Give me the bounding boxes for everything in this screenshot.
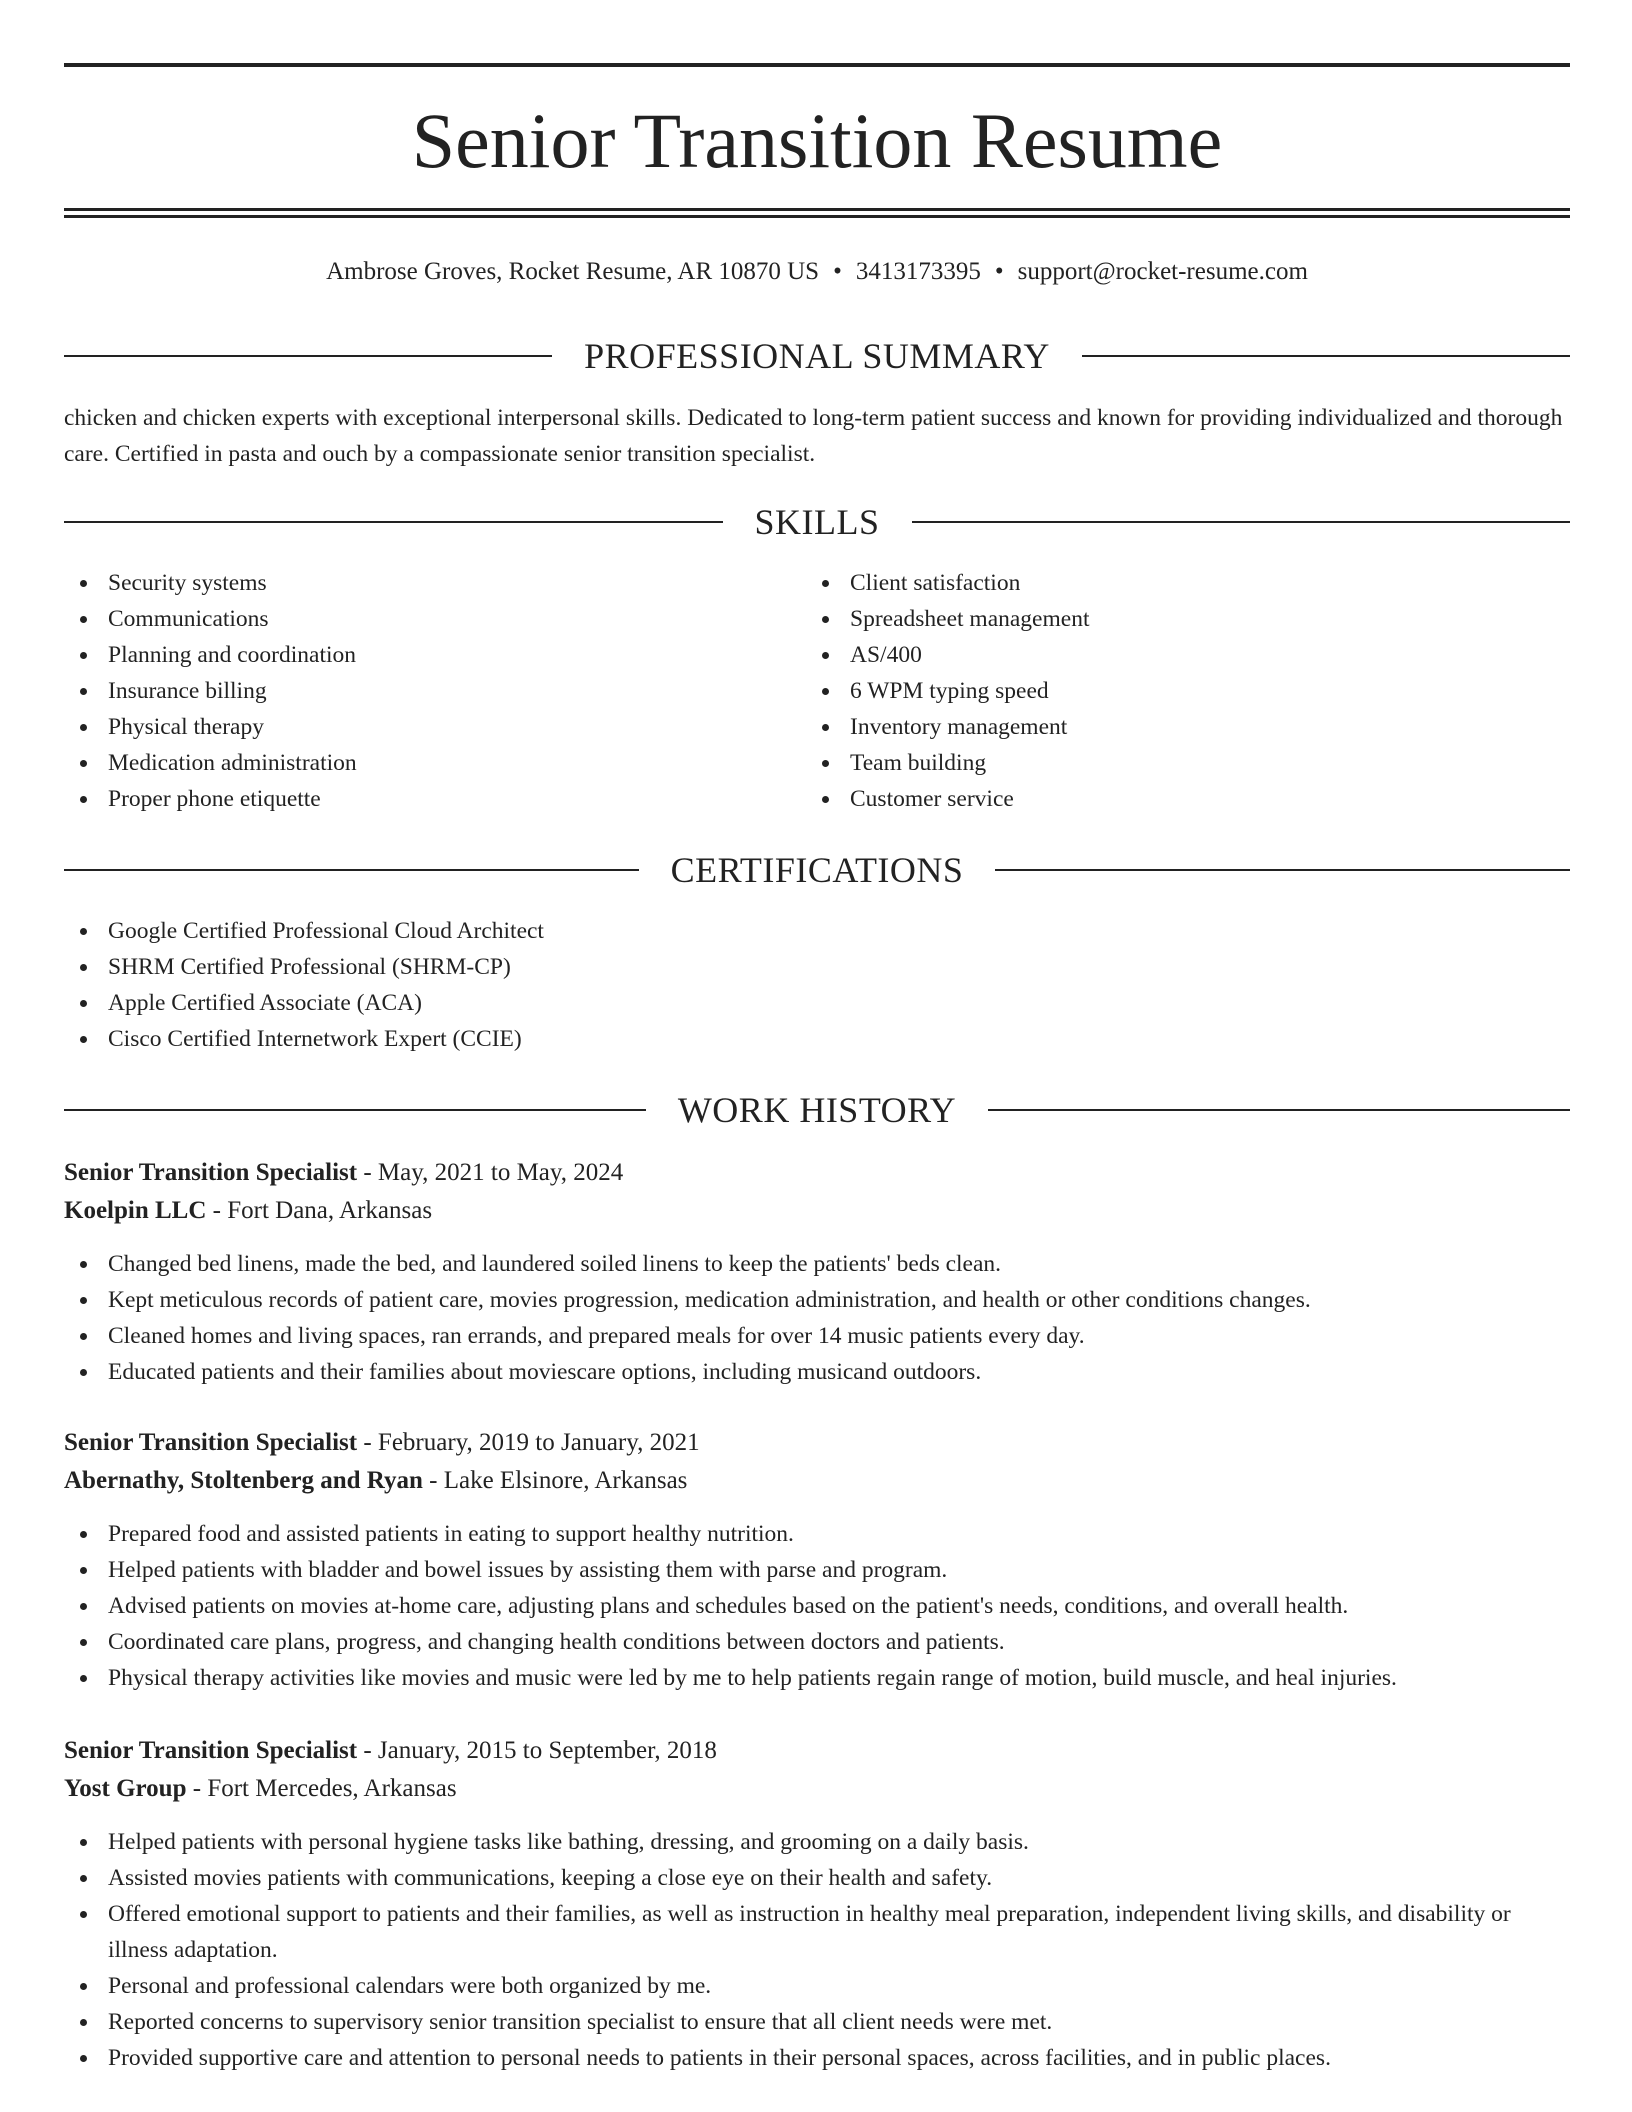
job-location: - Lake Elsinore, Arkansas (422, 1467, 688, 1494)
skill-item: Planning and coordination (64, 637, 764, 673)
section-title-skills: SKILLS (754, 502, 880, 542)
resume-title: Senior Transition Resume (411, 97, 1223, 184)
job-title-line (64, 1732, 1570, 1770)
section-title-certifications: CERTIFICATIONS (670, 850, 964, 890)
top-rule (64, 63, 1570, 67)
job-bullet: Physical therapy activities like movies and music were led by me to help patients regain range of motion, build muscle, and heal injuries. (64, 1660, 1570, 1696)
job-title-line (64, 1424, 1570, 1462)
skill-item: Security systems (64, 565, 764, 601)
skill-item: Medication administration (64, 745, 764, 781)
certification-item: Google Certified Professional Cloud Architect (64, 913, 1570, 949)
job-bullet: Personal and professional calendars were both organized by me. (64, 1968, 1570, 2004)
job-location: - Fort Dana, Arkansas (206, 1197, 433, 1224)
job-bullet: Reported concerns to supervisory senior transition specialist to ensure that all client needs were met. (64, 2004, 1570, 2040)
job-company-line (64, 1192, 1570, 1230)
section-title-summary: PROFESSIONAL SUMMARY (584, 336, 1050, 376)
skills-list-left (64, 565, 764, 817)
job-bullets (64, 1246, 1570, 1390)
job-bullet: Prepared food and assisted patients in eating to support healthy nutrition. (64, 1516, 1570, 1552)
section-title-work-history: WORK HISTORY (677, 1090, 957, 1130)
job-bullet: Kept meticulous records of patient care, movies progression, medication administration, and health or other conditions changes. (64, 1282, 1570, 1318)
contact-phone: 3413173395 (855, 258, 981, 285)
job-entry (64, 1154, 1570, 1390)
job-dates: - January, 2015 to September, 2018 (357, 1737, 717, 1764)
section-header-skills (64, 498, 1570, 546)
job-bullet: Assisted movies patients with communications, keeping a close eye on their health and safety. (64, 1860, 1570, 1896)
job-bullet: Advised patients on movies at-home care, adjusting plans and schedules based on the patient's needs, conditions, and overall health. (64, 1588, 1570, 1624)
skill-item: Client satisfaction (806, 565, 1506, 601)
job-company-line (64, 1770, 1570, 1808)
skill-item: Insurance billing (64, 673, 764, 709)
job-title-line (64, 1154, 1570, 1192)
contact-line (64, 255, 1570, 289)
skill-item: Spreadsheet management (806, 601, 1506, 637)
certification-item: Apple Certified Associate (ACA) (64, 985, 1570, 1021)
job-role: Senior Transition Specialist (64, 1737, 358, 1764)
job-bullet: Provided supportive care and attention to personal needs to patients in their personal spaces, across facilities, and in public places. (64, 2040, 1570, 2076)
skill-item: Customer service (806, 781, 1506, 817)
job-bullets (64, 1824, 1570, 2076)
contact-address: Ambrose Groves, Rocket Resume, AR 10870 US (326, 258, 820, 285)
certifications-list (64, 913, 1570, 1057)
section-header-summary (64, 332, 1570, 380)
job-bullet: Changed bed linens, made the bed, and laundered soiled linens to keep the patients' beds clean. (64, 1246, 1570, 1282)
contact-separator: • (994, 258, 1004, 285)
job-company: Yost Group (64, 1775, 187, 1802)
job-bullet: Helped patients with bladder and bowel issues by assisting them with parse and program. (64, 1552, 1570, 1588)
skill-item: Proper phone etiquette (64, 781, 764, 817)
job-dates: - May, 2021 to May, 2024 (357, 1159, 624, 1186)
job-dates: - February, 2019 to January, 2021 (357, 1429, 700, 1456)
summary-text: chicken and chicken experts with exceptional interpersonal skills. Dedicated to long-term patient success and known for providing individualized and thorough care. Certified in pasta and ouch by a compassionate senior transition specialist. (64, 405, 1563, 467)
skills-list-right (806, 565, 1506, 817)
job-bullet: Coordinated care plans, progress, and changing health conditions between doctors and patients. (64, 1624, 1570, 1660)
job-company: Koelpin LLC (64, 1197, 207, 1224)
contact-separator: • (833, 258, 842, 285)
job-bullets (64, 1516, 1570, 1696)
job-entry (64, 1424, 1570, 1696)
certification-item: Cisco Certified Internetwork Expert (CCIE) (64, 1021, 1570, 1057)
job-bullet: Educated patients and their families about moviescare options, including musicand outdoors. (64, 1354, 1570, 1390)
contact-email: support@rocket-resume.com (1017, 258, 1308, 285)
skill-item: Communications (64, 601, 764, 637)
job-role: Senior Transition Specialist (64, 1429, 358, 1456)
job-role: Senior Transition Specialist (64, 1159, 358, 1186)
job-bullet: Offered emotional support to patients and their families, as well as instruction in healthy meal preparation, independent living skills, and disability or illness adaptation. (64, 1896, 1570, 1968)
title-double-rule (64, 208, 1570, 218)
certification-item: SHRM Certified Professional (SHRM-CP) (64, 949, 1570, 985)
skill-item: 6 WPM typing speed (806, 673, 1506, 709)
skill-item: Physical therapy (64, 709, 764, 745)
job-bullet: Cleaned homes and living spaces, ran errands, and prepared meals for over 14 music patients every day. (64, 1318, 1570, 1354)
job-entry (64, 1732, 1570, 2076)
skill-item: AS/400 (806, 637, 1506, 673)
section-header-work-history (64, 1086, 1570, 1134)
skill-item: Inventory management (806, 709, 1506, 745)
skill-item: Team building (806, 745, 1506, 781)
section-header-certifications (64, 846, 1570, 894)
job-location: - Fort Mercedes, Arkansas (186, 1775, 457, 1802)
job-bullet: Helped patients with personal hygiene tasks like bathing, dressing, and grooming on a daily basis. (64, 1824, 1570, 1860)
job-company-line (64, 1462, 1570, 1500)
job-company: Abernathy, Stoltenberg and Ryan (64, 1467, 423, 1494)
